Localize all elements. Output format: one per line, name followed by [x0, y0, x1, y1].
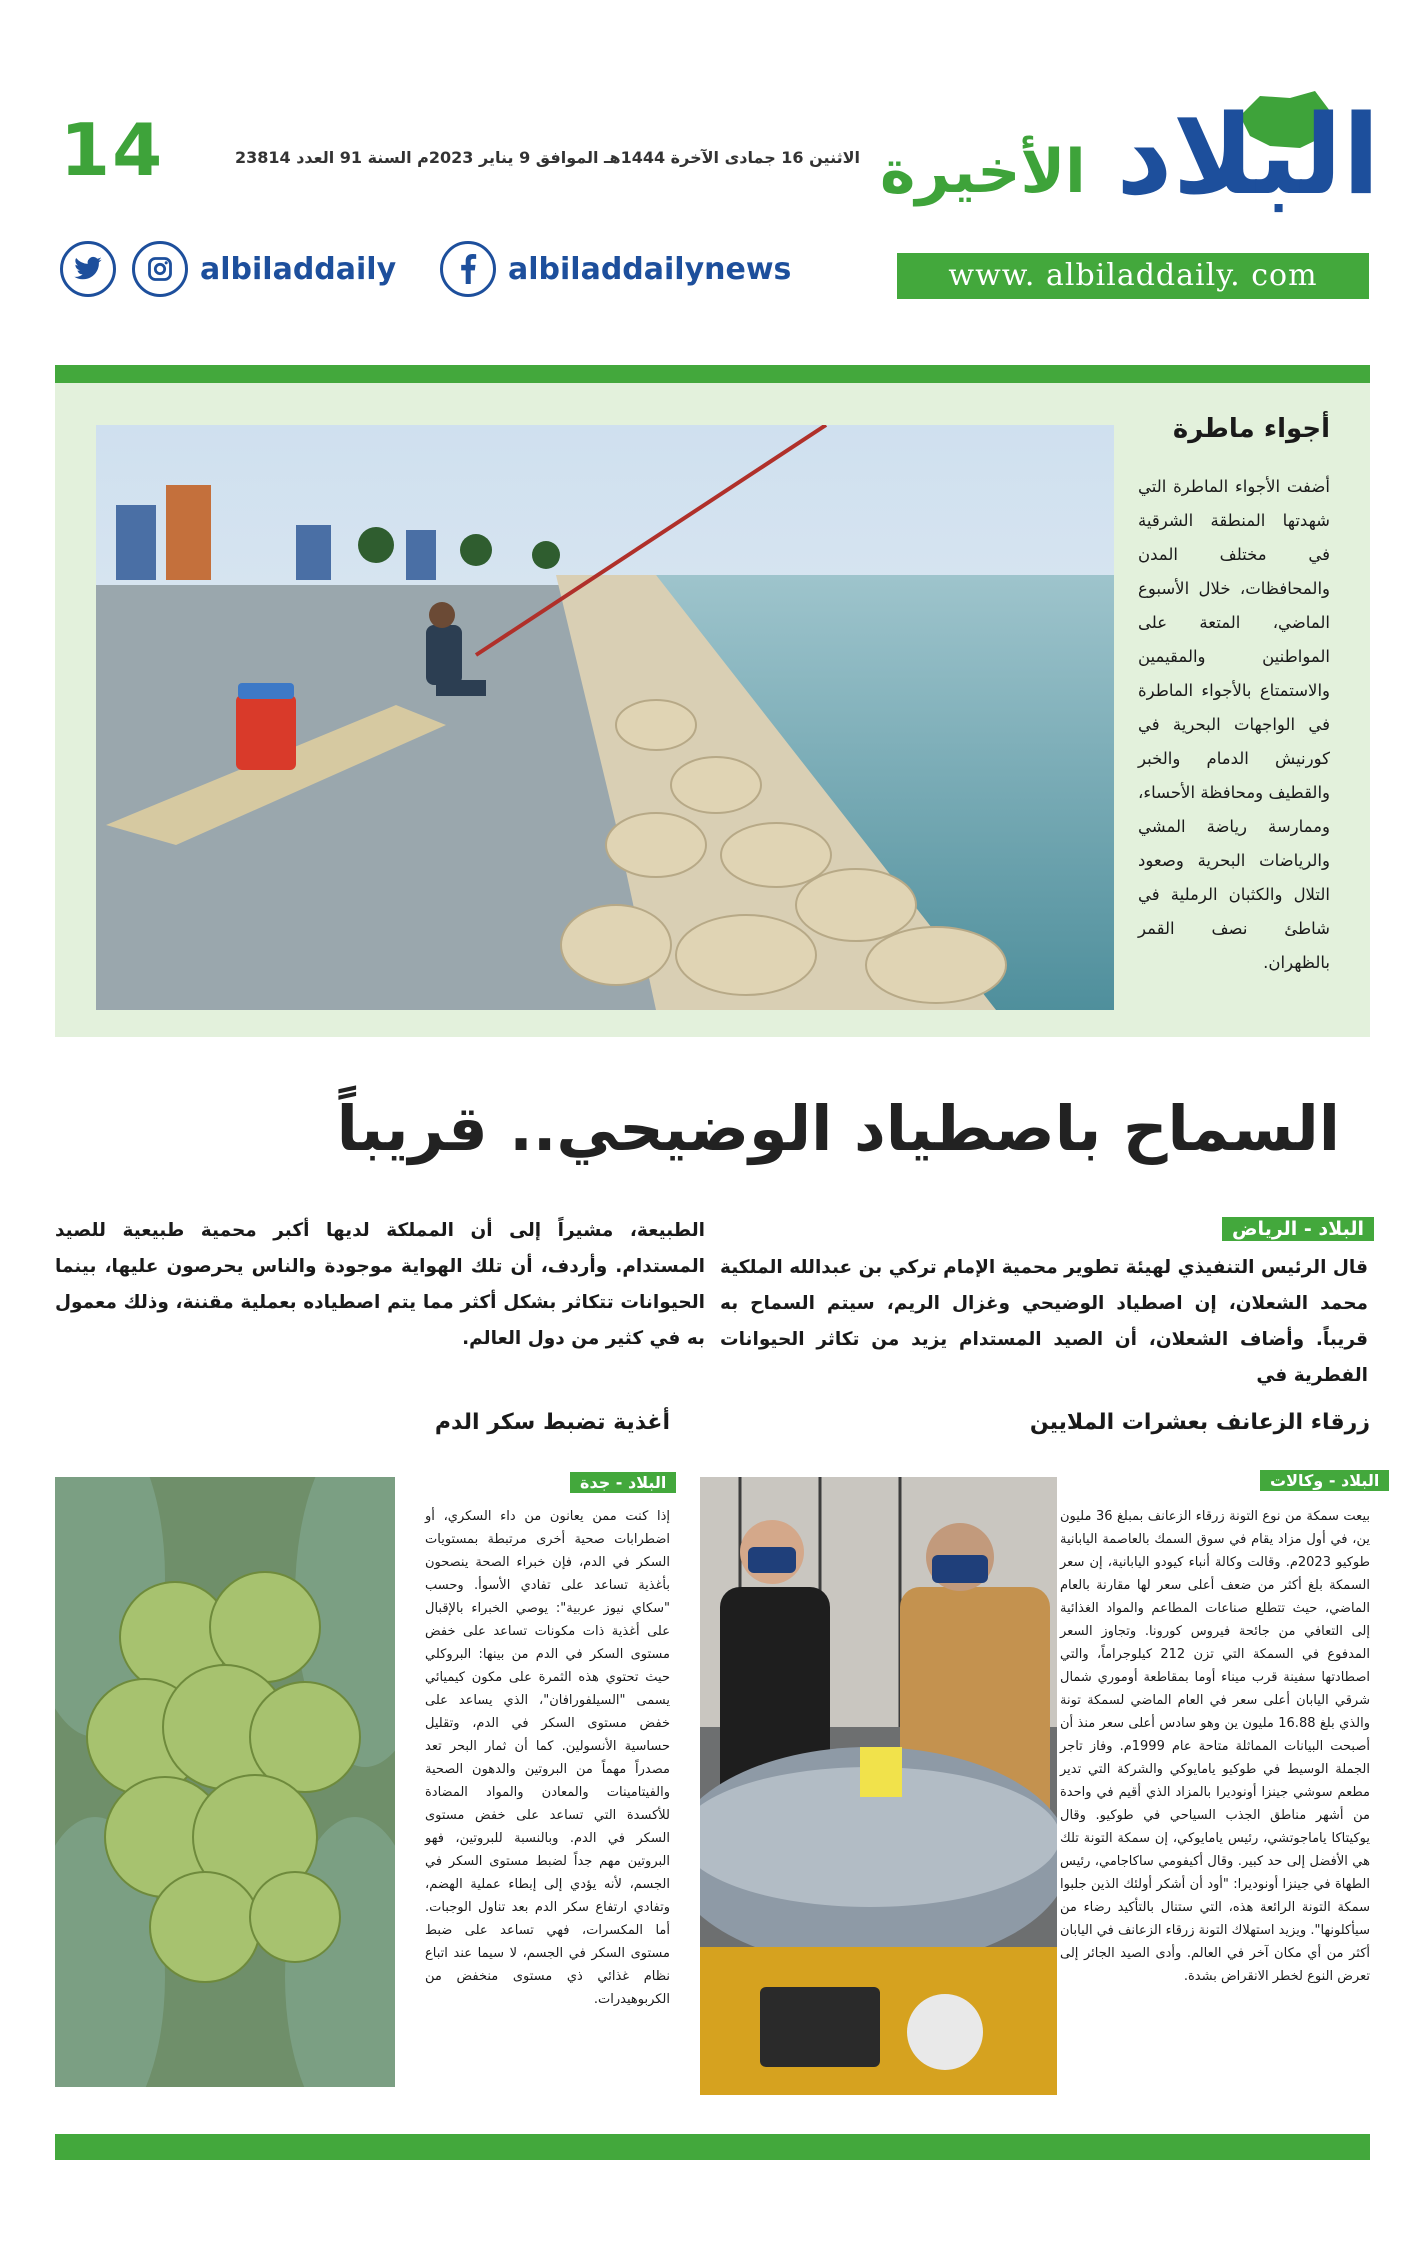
weather-body: أضفت الأجواء الماطرة التي شهدتها المنطقة الشرقية في مختلف المدن والمحافظات، خلال الأسبوع الماضي، المتعة على المواطنين والمقيمين والاستمتاع بالأجواء الماطرة في الواجهات البحرية في كورنيش الدمام والخبر والقطيف ومحافظة الأحساء، وممارسة رياضة المشي والرياضات البحرية وصعود التلال والكثبان الرملية في شاطئ نصف القمر بالظهران. — [1138, 477, 1330, 972]
weather-box-top-bar — [55, 365, 1370, 383]
social-twitter-instagram — [60, 238, 396, 300]
tuna-auction-photo — [700, 1477, 1057, 2095]
tuna-body: بيعت سمكة من نوع التونة زرقاء الزعانف بمبلغ 36 مليون ين، في أول مزاد يقام في سوق السمك بالعاصمة اليابانية طوكيو 2023م. وقالت وكالة أنباء كيودو اليابانية، إن سعر السمكة بلغ أكثر من ضعف أعلى سعر لها مقارنة بالعام الماضي، حيث تتطلع صناعات المطاعم والمواد الغذائية إلى التعافي من جائحة فيروس كورونا. وتجاوز السعر المدفوع في السمكة التي تزن 212 كيلوجراماً، والتي اصطادتها سفينة قرب ميناء أوما بمقاطعة أوموري شمال شرقي اليابان أعلى سعر في العام الماضي لسمكة تونة والذي بلغ 16.88 مليون ين وهو سادس أعلى سعر منذ أن أصبحت البيانات المماثلة متاحة عام 1999م. وفاز تاجر الجملة الوسيط في طوكيو يامايوكي والشركة التي تدير مطعم سوشي جينزا أونوديرا بالمزاد الذي أقيم في واحدة من أشهر مناطق الجذب السياحي في طوكيو. وقال يوكيتاكا ياماجوتشي، رئيس يامايوكي، إن سمكة التونة تلك هي الأفضل إلى حد كبير. وقال أكيفومي ساكاجامي، رئيس الطهاة في جينزا أونوديرا: "أود أن أشكر أولئك الذين جلبوا سمكة التونة الرائعة هذه، التي ستنال بالتأكيد رضاء من سيأكلونها". ويزيد استهلاك التونة زرقاء الزعانف في اليابان أكثر من أي مكان آخر في العالم. وأدى الصيد الجائر إلى تعرض النوع لخطر الانقراض بشدة. — [1060, 1509, 1370, 1984]
bottom-bar — [55, 2134, 1370, 2160]
dateline: الاثنين 16 جمادى الآخرة 1444هـ الموافق 9 يناير 2023م السنة 91 العدد 23814 — [234, 148, 860, 167]
tuna-dept: البلاد - وكالات — [1260, 1470, 1389, 1491]
instagram-icon[interactable] — [132, 241, 188, 297]
broccoli-body: إذا كنت ممن يعانون من داء السكري، أو اضطرابات صحية أخرى مرتبطة بمستويات السكر في الدم، فإن خبراء الصحة ينصحون بأغذية تساعد على تفادي الأسوأ. وحسب "سكاي نيوز عربية": يوصي الخبراء بالإقبال على أغذية ذات مكونات تساعد على خفض مستوى السكر في الدم من بينها: البروكلي حيث تحتوي هذه الثمرة على مكون كيميائي يسمى "السيلفورافان"، الذي يساعد على خفض مستوى السكر في الدم، وتقليل حساسية الأنسولين. كما أن ثمار البحر تعد مصدراً مهماً من البروتين والدهون الصحية والفيتامينات والمعادن والمواد المضادة للأكسدة التي تساعد على خفض مستوى السكر في الدم. وبالنسبة للبروتين، فهو البروتين مهم جداً لضبط مستوى السكر في الجسم، لأنه يؤدي إلى إبطاء عملية الهضم، وتفادي ارتفاع سكر الدم بعد تناول الوجبات. أما المكسرات، فهي تساعد على ضبط مستوى السكر في الجسم، لا سيما عند اتباع نظام غذائي ذي مستوى منخفض من الكربوهيدرات. — [425, 1509, 670, 2007]
page-number: 14 — [60, 108, 165, 192]
logo-main-text: البلاد — [1116, 91, 1380, 219]
main-story-body-left: الطبيعة، مشيراً إلى أن المملكة لديها أكبر محمية طبيعية للصيد المستدام. وأردف، أن تلك الهواية موجودة والناس يحرصون عليها، بينما الحيوانات تتكاثر بشكل أكثر مما يتم اصطياده بعملية مقننة، وذلك معمول به في كثير من دول العالم. — [55, 1220, 705, 1349]
social-facebook — [440, 238, 791, 300]
facebook-icon[interactable] — [440, 241, 496, 297]
broccoli-photo — [55, 1477, 395, 2087]
website-link[interactable]: www. albiladdaily. com — [897, 253, 1369, 299]
facebook-handle[interactable]: albiladdailynews — [508, 251, 792, 287]
logo-sub-text: الأخيرة — [880, 137, 1086, 207]
instagram-handle[interactable]: albiladdaily — [200, 251, 397, 287]
main-story-dept: البلاد - الرياض — [1222, 1217, 1374, 1241]
newspaper-logo[interactable] — [880, 80, 1380, 230]
tuna-title: زرقاء الزعانف بعشرات الملايين — [1029, 1410, 1370, 1435]
main-headline: السماح باصطياد الوضيحي.. قريباً — [336, 1092, 1340, 1165]
broccoli-title: أغذية تضبط سكر الدم — [434, 1410, 670, 1435]
weather-title: أجواء ماطرة — [1172, 414, 1330, 444]
twitter-icon[interactable] — [60, 241, 116, 297]
fishing-corniche-photo — [96, 425, 1114, 1010]
main-story-body-right: قال الرئيس التنفيذي لهيئة تطوير محمية الإمام تركي بن عبدالله الملكية محمد الشعلان، إن اصطياد الوضيحي وغزال الريم، سيتم السماح به قريباً. وأضاف الشعلان، أن الصيد المستدام يزيد من تكاثر الحيوانات الفطرية في — [720, 1257, 1368, 1386]
broccoli-dept: البلاد - جدة — [570, 1472, 676, 1493]
